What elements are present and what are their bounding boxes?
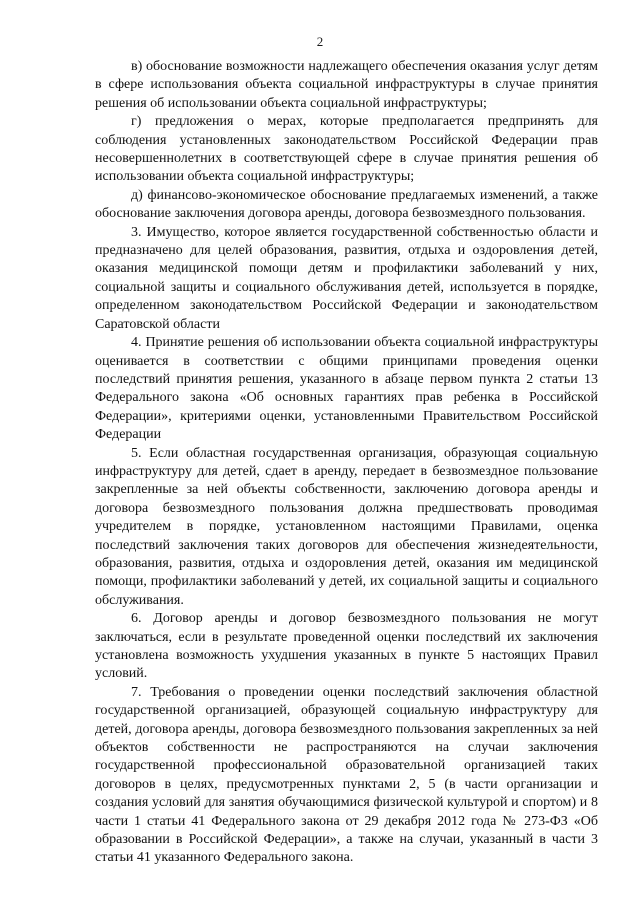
paragraph-clause-6: 6. Договор аренды и договор безвозмездного пользования не могут заключаться, если в результате проведенной оценки последствий их заключения установлена возможность ухудшения указанных в пункте 5 настоящих Правил условий. [95,611,598,682]
page-number: 2 [316,34,324,49]
document-body [95,58,598,868]
paragraph-clause-3: 3. Имущество, которое является государственной собственностью области и предназначено для целей образования, развития, отдыха и оздоровления детей, оказания медицинской помощи детям и профилактики заболеваний у них, социальной защиты и социального обслуживания детей, используется в порядке, определенном законодательством Российской Федерации и законодательством Саратовской области [95,224,598,332]
paragraph-clause-7: 7. Требования о проведении оценки последствий заключения областной государственной организацией, образующей социальную инфраструктуру для детей, договора аренды, договора безвозмездного пользования закрепленных за ней объектов собственности не распространяются на случаи заключения государственной профессиональной образовательной организацией таких договоров в целях, предусмотренных пунктами 2, 5 (в части организации и создания условий для занятия обучающимися физической культурой и спортом) и 8 части 1 статьи 41 Федерального закона от 29 декабря 2012 года № 273-ФЗ «Об образовании в Российской Федерации», а также на случаи, указанный в части 3 статьи 41 указанного Федерального закона. [95,684,598,866]
paragraph-clause-5: 5. Если областная государственная организация, образующая социальную инфраструктуру для детей, сдает в аренду, передает в безвозмездное пользование закрепленные за ней объекты собственности, заключению договора аренды и договора безвозмездного пользования должна предшествовать проводимая учредителем в порядке, установленном настоящими Правилами, оценка последствий заключения таких договоров для обеспечения жизнедеятельности, образования, развития, отдыха и оздоровления детей, оказания им медицинской помощи, профилактики заболеваний у детей, их социальной защиты и социального обслуживания. [95,445,598,608]
paragraph-item-g: г) предложения о мерах, которые предполагается предпринять для соблюдения установленных законодательством Российской Федерации прав несовершеннолетних в соответствующей сфере в случае принятия решения об использовании объекта социальной инфраструктуры; [95,114,598,185]
paragraph-item-d: д) финансово-экономическое обоснование предлагаемых изменений, а также обоснование заключения договора аренды, договора безвозмездного пользования. [95,187,598,222]
paragraph-item-v: в) обоснование возможности надлежащего обеспечения оказания услуг детям в сфере использования объекта социальной инфраструктуры в случае принятия решения об использовании объекта социальной инфраструктуры; [95,59,598,111]
paragraph-clause-4: 4. Принятие решения об использовании объекта социальной инфраструктуры оценивается в соответствии с общими принципами проведения оценки последствий принятия решения, указанного в абзаце первом пункта 2 статьи 13 Федерального закона «Об основных гарантиях прав ребенка в Российской Федерации», критериями оценки, установленными Правительством Российской Федерации [95,335,598,443]
